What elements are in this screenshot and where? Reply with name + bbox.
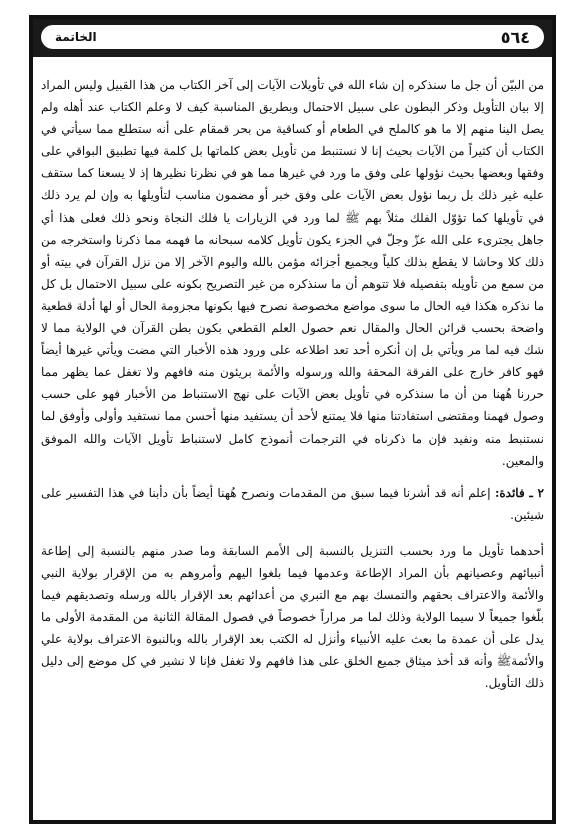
paragraph-1 [41,74,544,472]
paragraph-2 [41,482,544,526]
header-pill [41,25,544,49]
paragraph-3-text: أحدهما تأويل ما ورد بحسب التنزيل بالنسبة إلى الأمم السابقة وما صدر منهم بالنسبة إلى إطاعة أنبيائهم وعصيانهم بأن المراد الإطاعة وعدمها فيما بلغوا اليهم وأمروهم به من الإقرار بولاية النبي والأئمة والاعتراف بحقهم والتمسك بهم مع التبري من أعدائهم بعد الإقرار بالله ورسله وتصديقهم فيما بلّغوا جميعاً لا سيما الولاية وذلك لما مر مراراً خصوصاً في فصول المقالة الثانية من المقدمة الأولى ما يدل على أن عمدة ما بعث عليه الأنبياء وأنزل له الكتب بعد الإقرار بالله وبالنبوة الاعتراف بولاية علي والأئمةﷺ وأنه قد أخذ ميثاق جميع الخلق على هذا فافهم ولا تغفل فإنا لا نشير في كل موضع إلى دليل ذلك التأويل. [41,543,544,691]
paragraph-2-text: إعلم أنه قد أشرنا فيما سبق من المقدمات ونصرح هُهنا أيضاً بأن دأبنا في هذا التفسير على شيئين. [41,485,544,522]
page-body [41,74,544,810]
page-number: ٥٦٤ [500,27,530,47]
chapter-title: الخاتمة [55,30,97,44]
page-frame [29,15,556,824]
faida-label: ٢ ـ فائدة: [494,485,544,500]
paragraph-3 [41,540,544,695]
paragraph-1-text: من البيّن أن جل ما سنذكره إن شاء الله في تأويلات الآيات إلى آخر الكتاب من هذا القبيل وليس المراد إلا بيان التأويل وذكر البطون على سبيل الاحتمال وبطريق المناسبة كيف لا وعلم الكتاب عند أهله ولم يصل الينا منهم إلا ما هو كالملح في الطعام أو كساقية من بحر قمقام على أنه ستطلع مما سيأتي في الكتاب أن كثيراً من الآيات بحيث إنا لا نستنبط من تأويل بعض كلماتها بل كلمة فيها تطبيق البواقي على وفقها وبعضها بحيث نؤولها على وفق ما ورد في غيرها مما هو في نظرنا نظيرها إذ لا يسعنا كما ستقف عليه غير ذلك بل ربما نؤول بعض الآيات على وفق خبر أو مضمون مناسب لتأويلها به وإن لم يرد ذلك في تأويلها كما تؤوّل الفلك مثلاً بهم ﷺ لما ورد في الزيارات يا فلك النجاة ونحو ذلك فعلى هذا أي جاهل يجترىء على الله عزّ وجلّ في الجزء يكون تأويل كلامه سبحانه ما فهمه مما ذكرنا واستخرجه من ذلك كلا وحاشا لا يقطع بذلك كلياً ويجميع أجزائه مؤمن بالله واليوم الآخر إلا من نزل القرآن في بيته أو من سمع من تأويله بتفصيله فلا تتوهم أن ما سنذكره من غير التصريح بكونه على سبيل الاحتمال بل كل ما نذكره هكذا فيه الحال ما سوى مواضع مخصوصة نصرح فيها بكونها مجزومة الحال أو لها أدلة قطعية واضحة بحسب قرائن الحال والمقال نعم حصول العلم القطعي بكون بطن القرآن في الولاية مما لا شك فيه لما مر ويأتي بل إن أنكره أحد تعد اطلاعه على ورود هذه الأخبار التي مضت ويأتي غيرها أيضاً فهو كافر خارج على الفرقة المحقة والله ورسوله والأئمة بريئون منه فافهم ولا تغفل عما يظهر مما حررنا هُهنا من أن ما سنذكره في تأويل بعض الآيات على نهج الاستنباط من الأخبار فهو على حسب وصول فهمنا ومقتضى استفادتنا منها فلا يمتنع لأحد أن يستفيد منها أحسن مما نستفيد وأولى وأوفق لما نستنبط منه ونفيد فإن ما ذكرناه في الترجمات أنموذج كامل لاستنباط تأويل الآيات والله الموفق والمعين. [41,78,544,468]
running-header [33,19,552,57]
